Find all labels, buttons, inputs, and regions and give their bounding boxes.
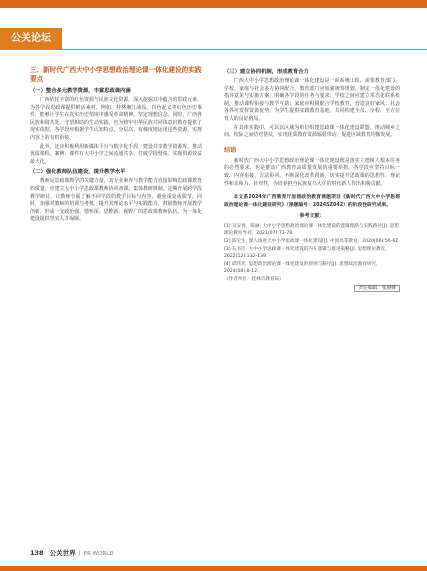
subheading-2: （二）强化教师队伍建设，提升教学水平 [30,169,126,176]
page-number: 138 [30,549,44,557]
conclusion-heading: 结语 [224,146,237,154]
reference-item: [4] 邱伟光. 思想政治理论课一体化建设的原则与路径[J]. 思想政治教育研究，2024(08):8-12. [224,261,381,274]
reference-item: [1] 吴安春，陈丽. 大中小学思想政治理论课一体化建设的逻辑理路与实践路径[J]. 思想理论教育导刊，2021(07):73-78. [224,223,399,236]
footer-separator: | [78,549,81,557]
paragraph: 教师是思政课教学的关键力量，其专业素养与教学能力直接影响思政课教育的质量。应建立大中小学思政课教师协同备课、集体教研机制，定期开展跨学段教学研讨，让教师全面了解不同学段的教学目标与内容，避免重复或脱节。同时，加强对教师的培训与考核，提升其理论水平与实践能力，鼓励教师开展教学创新，形成一支政治强、情怀深、思维新、视野广的思政课教师队伍，为一体化建设提供坚实人才保障。 [30,178,202,223]
project-note: 本文系2024年广西教育厅思想政治教育课题项目《新时代广西大中小学思想政治理论课一体化建设研究》（课题编号：2024SZ042）的阶段性研究成果。 [224,195,400,208]
magazine-name: 公关世界 [49,549,76,557]
section-divider [62,49,427,50]
paragraph: 新时代广西大中小学思想政治理论课一体化建设既是落实立德树人根本任务的必然要求，也是推动广西教育高质量发展的重要举措。各学段应坚持目标一致、内容衔接、方法协同，不断深化改革创新，切实提升思政课的思想性、理论性和亲和力、针对性，为培养担当民族复兴大任的时代新人作出积极贡献。 [224,157,400,187]
subheading-1: （一）整合多元教学资源，丰富思政课内涵 [30,88,131,94]
reference-item: [2] 陈宝生. 深入推进大中小学思政课一体化建设[J]. 中国高等教育，2020(06):56-62. [224,238,400,244]
magazine-english-name: PR WORLD [83,551,114,557]
article-heading: 三、新时代广西大中小学思想政治理论课一体化建设的实践要点 [30,66,202,83]
section-tag: 公关论坛 [0,28,62,50]
editor-note: 责任编辑：张丽娜 [354,285,400,292]
references-title: 参考文献： [299,212,325,219]
top-accent-bar [0,0,427,8]
paragraph: 广西依托丰富的红色资源与民族文化资源，深入挖掘其中蕴含的思政元素，为各学段思政课提供鲜活素材。例如，桂林湘江战役、百色起义等红色历史事件，能够让学生在真实历史情境中感受革命精神，坚定理想信念。同时，广西各民族和谐共处、守望相助的生动实践，也为铸牢中华民族共同体意识教育提供了现实依据。各学段应根据学生认知特点，分层次、有梯度地运用这些资源，实现内容上的有机衔接。 [30,97,202,141]
bottom-accent-bar [0,566,427,571]
paragraph: 此外，还应积极利用新媒体平台与数字化手段，建设共享教学资源库，推动优质课程、案例、课件在大中小学之间流通共享，打破学段壁垒，实现资源效益最大化。 [30,143,202,165]
page-footer [30,548,114,557]
right-column [224,66,400,291]
paragraph: 在具体实践中，可以以区域为单位组建思政课一体化建设联盟，推动城乡之间、校际之间结对帮扶，实现优质教育资源辐射带动，促进区域教育均衡发展。 [224,124,400,139]
editor-tag [224,285,400,291]
reference-item: [3] 石书臣. 大中小学思政课一体化建设的内在逻辑与推进策略[J]. 思想理论教育，2022(12):132-139. [224,246,390,259]
subheading-3: （三）建立协同机制，形成教育合力 [224,69,309,75]
author-note: （作者单位：桂林市教育局） [224,276,284,282]
paragraph: 广西大中小学思想政治理论课一体化建设是一项系统工程，需要教育部门、学校、家庭与社会多方协同配合。教育部门应加强统筹规划，制定一体化建设的指导意见与实施方案，明确各学段的任务与要求；学校之间应建立常态化联系机制，推动课程衔接与教学互助；家庭应积极配合学校教育，营造良好家风；社会各界应发挥资源优势，为学生提供实践教育基地，共同构建全员、全程、全方位育人的良好格局。 [224,78,400,122]
left-column [30,66,202,225]
